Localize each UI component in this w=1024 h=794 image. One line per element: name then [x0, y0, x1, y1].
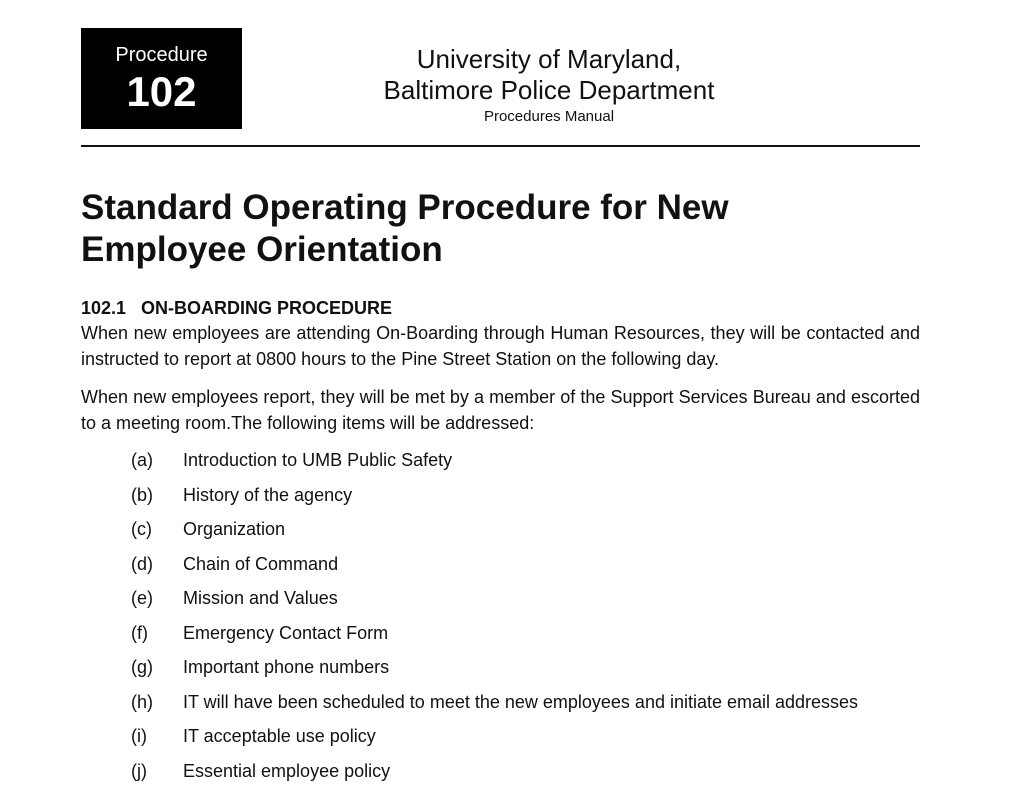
list-item	[131, 760, 858, 794]
document-title: Standard Operating Procedure for New Employee Orientation	[81, 187, 841, 271]
list-item	[131, 553, 858, 588]
list-item	[131, 449, 858, 484]
list-item	[131, 622, 858, 657]
header-divider	[81, 145, 920, 147]
organization-name-line1: University of Maryland,	[340, 44, 758, 74]
list-item-marker: (c)	[131, 518, 183, 540]
list-item-text: IT will have been scheduled to meet the new employees and initiate email addresses	[183, 691, 858, 713]
list-item-text: Organization	[183, 518, 285, 540]
list-item-text: Chain of Command	[183, 553, 338, 575]
list-item	[131, 691, 858, 726]
list-item-marker: (f)	[131, 622, 183, 644]
list-item	[131, 725, 858, 760]
procedure-number-box	[81, 28, 242, 129]
list-item-marker: (b)	[131, 484, 183, 506]
list-item-marker: (i)	[131, 725, 183, 747]
list-item-text: Introduction to UMB Public Safety	[183, 449, 452, 471]
list-item-text: Mission and Values	[183, 587, 338, 609]
paragraph: When new employees are attending On-Boarding through Human Resources, they will be contacted and instructed to report at 0800 hours to the Pine Street Station on the following day.	[81, 320, 920, 372]
list-item	[131, 656, 858, 691]
list-item-text: Emergency Contact Form	[183, 622, 388, 644]
procedure-number: 102	[81, 69, 242, 115]
list-item-marker: (h)	[131, 691, 183, 713]
list-item-text: Essential employee policy	[183, 760, 390, 782]
list-item-marker: (g)	[131, 656, 183, 678]
organization-name-line2: Baltimore Police Department	[340, 75, 758, 105]
list-item-marker: (d)	[131, 553, 183, 575]
section-heading: 102.1 ON-BOARDING PROCEDURE	[81, 297, 392, 319]
manual-name: Procedures Manual	[340, 108, 758, 126]
paragraph: When new employees report, they will be met by a member of the Support Services Bureau and escorted to a meeting room.The following items will be addressed:	[81, 384, 920, 436]
procedure-label: Procedure	[81, 44, 242, 66]
list-item-marker: (a)	[131, 449, 183, 471]
list-item-text: Important phone numbers	[183, 656, 389, 678]
orientation-items-list	[131, 449, 858, 794]
list-item-marker: (j)	[131, 760, 183, 782]
list-item-text: IT acceptable use policy	[183, 725, 376, 747]
list-item	[131, 587, 858, 622]
list-item-marker: (e)	[131, 587, 183, 609]
list-item	[131, 484, 858, 519]
list-item-text: History of the agency	[183, 484, 352, 506]
list-item	[131, 518, 858, 553]
